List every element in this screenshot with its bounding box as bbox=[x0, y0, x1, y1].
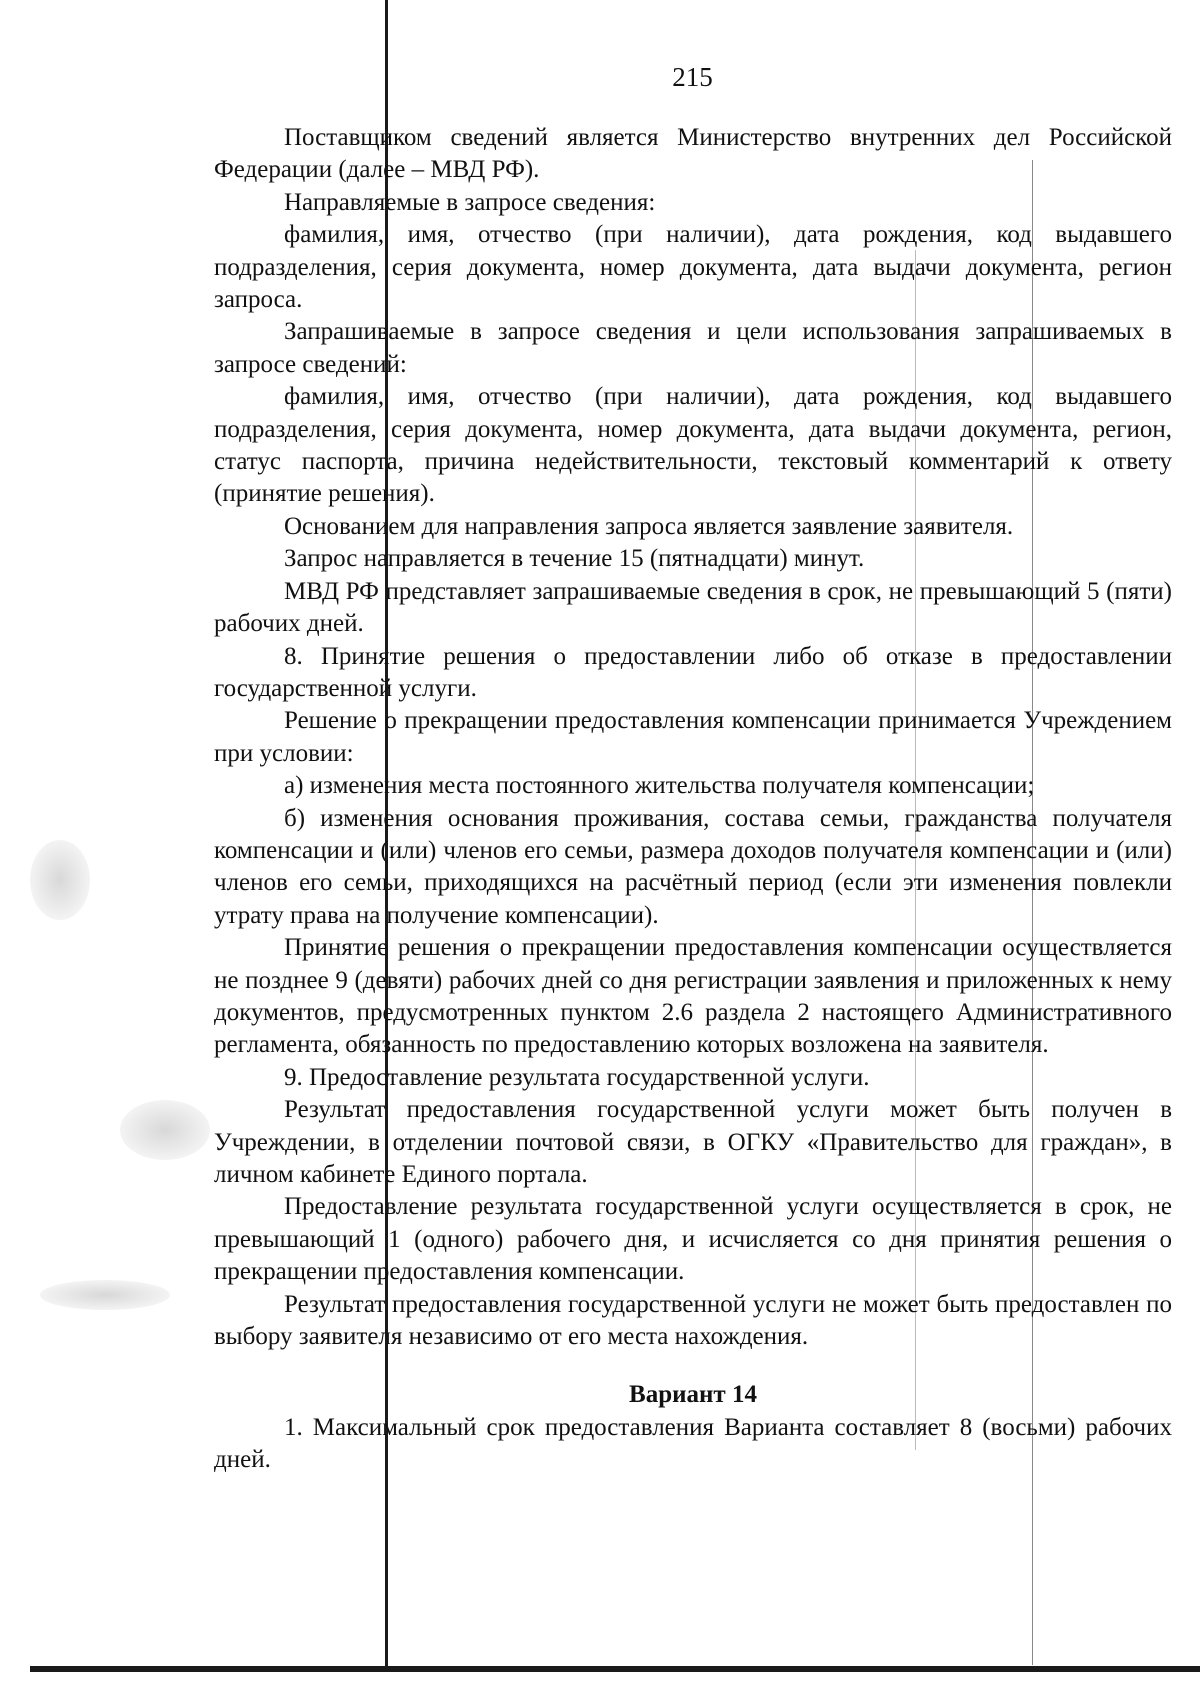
scan-smudge bbox=[30, 840, 90, 920]
paragraph: Принятие решения о прекращении предоставления компенсации осуществляется не позднее 9 (девяти) рабочих дней со дня регистрации заявления и приложенных к нему документов, предусмотренных пунктом 2.6 раздела 2 настоящего Административного регламента, обязанность по предоставлению которых возложена на заявителя. bbox=[214, 934, 1172, 1059]
paragraph: 1. Максимальный срок предоставления Варианта составляет 8 (восьми) рабочих дней. bbox=[214, 1413, 1172, 1474]
scan-artifact-bottom-edge bbox=[30, 1666, 1200, 1672]
paragraph: фамилия, имя, отчество (при наличии), дата рождения, код выдавшего подразделения, серия документа, номер документа, дата выдачи документа, регион, статус паспорта, причина недействительности, текстовый комментарий к ответу (принятие решения). bbox=[214, 383, 1172, 508]
paragraph: фамилия, имя, отчество (при наличии), дата рождения, код выдавшего подразделения, серия документа, номер документа, дата выдачи документа, регион запроса. bbox=[214, 221, 1172, 314]
paragraph: б) изменения основания проживания, состава семьи, гражданства получателя компенсации и (или) членов его семьи, размера доходов получателя компенсации и (или) членов его семьи, приходящихся на расчётный период (если эти изменения повлекли утрату права на получение компенсации). bbox=[214, 804, 1172, 929]
paragraph: Запрос направляется в течение 15 (пятнадцати) минут. bbox=[284, 545, 865, 573]
paragraph: 8. Принятие решения о предоставлении либо об отказе в предоставлении государственной услуги. bbox=[214, 642, 1172, 702]
section-heading: Вариант 14 bbox=[629, 1381, 757, 1409]
paragraph: 9. Предоставление результата государственной услуги. bbox=[284, 1063, 870, 1091]
paragraph: МВД РФ представляет запрашиваемые сведения в срок, не превышающий 5 (пяти) рабочих дней. bbox=[214, 577, 1172, 638]
paragraph: Основанием для направления запроса является заявление заявителя. bbox=[284, 512, 1014, 540]
document-body bbox=[214, 122, 1172, 1477]
page-number: 215 bbox=[672, 62, 713, 92]
paragraph: Поставщиком сведений является Министерство внутренних дел Российской Федерации (далее – МВД РФ). bbox=[214, 124, 1172, 184]
paragraph: Направляемые в запросе сведения: bbox=[284, 188, 656, 216]
paragraph: а) изменения места постоянного жительства получателя компенсации; bbox=[284, 772, 1035, 800]
paragraph: Предоставление результата государственной услуги осуществляется в срок, не превышающий 1 (одного) рабочего дня, и исчисляется со дня принятия решения о прекращении предоставления компенсации. bbox=[214, 1193, 1172, 1286]
paragraph: Запрашиваемые в запросе сведения и цели использования запрашиваемых в запросе сведений: bbox=[214, 318, 1172, 378]
paragraph: Решение о прекращении предоставления компенсации принимается Учреждением при условии: bbox=[214, 707, 1172, 767]
paragraph: Результат предоставления государственной услуги может быть получен в Учреждении, в отделении почтовой связи, в ОГКУ «Правительство для граждан», в личном кабинете Единого портала. bbox=[214, 1096, 1172, 1188]
paragraph: Результат предоставления государственной услуги не может быть предоставлен по выбору заявителя независимо от его места нахождения. bbox=[214, 1290, 1172, 1351]
scan-smudge bbox=[40, 1280, 170, 1310]
scan-smudge bbox=[120, 1100, 210, 1160]
